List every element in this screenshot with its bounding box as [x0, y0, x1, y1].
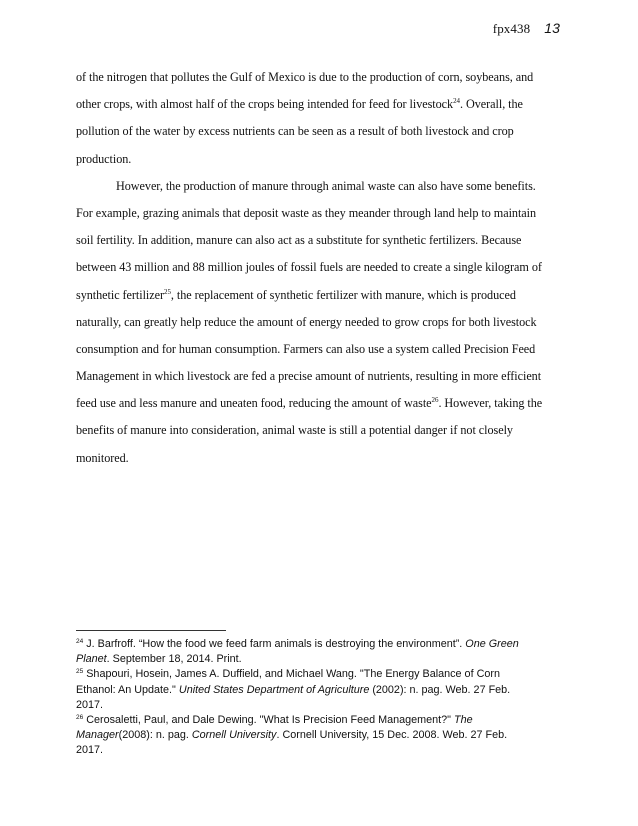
- body-line: [76, 417, 566, 444]
- body-line-text: However, the production of manure through animal waste can also have some benefits.: [116, 178, 536, 193]
- footnote-text: J. Barfroff. “How the food we feed farm animals is destroying the environment”.: [83, 638, 466, 650]
- body-line-text: between 43 million and 88 million joules of fossil fuels are needed to create a single kilogram of: [76, 260, 542, 275]
- body-line-text: feed use and less manure and uneaten food, reducing the amount of waste: [76, 396, 432, 411]
- body-line-text: . Overall, the: [460, 97, 523, 112]
- body-line-text: other crops, with almost half of the crops being intended for feed for livestock: [76, 97, 454, 112]
- footnote-text: 2017.: [76, 698, 104, 711]
- footnote-line: [76, 713, 556, 728]
- body-line-text: pollution of the water by excess nutrients can be seen as a result of both livestock and crop: [76, 124, 514, 139]
- footnote-reference: 24: [453, 97, 460, 106]
- body-line: [76, 336, 566, 363]
- body-line-text: soil fertility. In addition, manure can also act as a substitute for synthetic fertilizers. Because: [76, 233, 522, 248]
- footnote-line: [76, 667, 556, 682]
- footnote-reference: 25: [164, 287, 171, 296]
- body-line: [76, 445, 566, 472]
- footnote-reference: 26: [431, 396, 439, 405]
- body-line-text: Management in which livestock are fed a precise amount of nutrients, resulting in more efficient: [76, 369, 542, 384]
- page-number: 13: [544, 20, 560, 36]
- body-line-text: synthetic fertilizer: [76, 287, 164, 302]
- body-line: [76, 64, 566, 91]
- footnote-title: Planet: [76, 653, 107, 666]
- footnote-title: Manager: [76, 729, 119, 742]
- body-line: [76, 118, 566, 145]
- body-line: [76, 200, 566, 227]
- footnote-number: 26: [76, 714, 84, 722]
- body-line-text: of the nitrogen that pollutes the Gulf of Mexico is due to the production of corn, soybeans, and: [76, 70, 534, 84]
- footnote-line: [76, 652, 556, 667]
- body-line: [76, 363, 566, 390]
- body-line-text: For example, grazing animals that deposit waste as they meander through land help to maintain: [76, 205, 537, 220]
- body-line-text: production.: [76, 151, 132, 166]
- footnote-line: [76, 637, 556, 652]
- footnote-line: [76, 683, 556, 698]
- body-line-text: benefits of manure into consideration, animal waste is still a potential danger if not closely: [76, 423, 513, 438]
- footnote-title: One Green: [465, 638, 519, 650]
- footnote-title: Cornell University: [191, 729, 277, 742]
- footnote: [76, 637, 556, 667]
- footnote-line: [76, 743, 556, 758]
- footnote-text: (2002): n. pag. Web. 27 Feb.: [369, 683, 511, 696]
- footnote-text: Shapouri, Hosein, James A. Duffield, and Michael Wang. "The Energy Balance of Corn: [83, 668, 500, 681]
- footnote-text: Cerosaletti, Paul, and Dale Dewing. "What Is Precision Feed Management?": [83, 714, 454, 727]
- footnote-text: Ethanol: An Update.": [76, 683, 179, 696]
- footnote-text: 2017.: [76, 744, 104, 757]
- footnote-title: The: [453, 714, 473, 727]
- body-line: [76, 91, 566, 118]
- footnote-line: [76, 698, 556, 713]
- footnotes: [76, 637, 556, 759]
- body-line: [76, 146, 566, 173]
- body-line-text: consumption and for human consumption. Farmers can also use a system called Precision Feed: [76, 341, 536, 356]
- footnote-number: 24: [76, 638, 84, 645]
- body-line: [76, 254, 566, 281]
- body-line: [76, 282, 566, 309]
- body-line: [76, 309, 566, 336]
- body-line-text: , the replacement of synthetic fertilizer with manure, which is produced: [170, 287, 516, 302]
- body-line-text: monitored.: [76, 450, 129, 465]
- footnote: [76, 713, 556, 759]
- body-line-text: naturally, can greatly help reduce the amount of energy needed to grow crops for both livestock: [76, 314, 537, 329]
- footnote-number: 25: [76, 668, 84, 676]
- running-title: fpx438: [492, 21, 531, 36]
- footnote: [76, 667, 556, 713]
- footnote-title: United States Department of Agriculture: [178, 683, 370, 696]
- footnote-separator: [76, 630, 226, 631]
- footnote-line: [76, 728, 556, 743]
- footnote-text: (2008): n. pag.: [118, 729, 192, 742]
- body-text: [76, 64, 566, 472]
- body-line: [76, 173, 566, 200]
- body-line-text: . However, taking the: [438, 396, 543, 411]
- body-line: [76, 227, 566, 254]
- body-line: [76, 390, 566, 417]
- page-header: [493, 20, 560, 37]
- footnote-text: . Cornell University, 15 Dec. 2008. Web. 27 Feb.: [276, 729, 508, 742]
- footnote-text: . September 18, 2014. Print.: [106, 653, 242, 666]
